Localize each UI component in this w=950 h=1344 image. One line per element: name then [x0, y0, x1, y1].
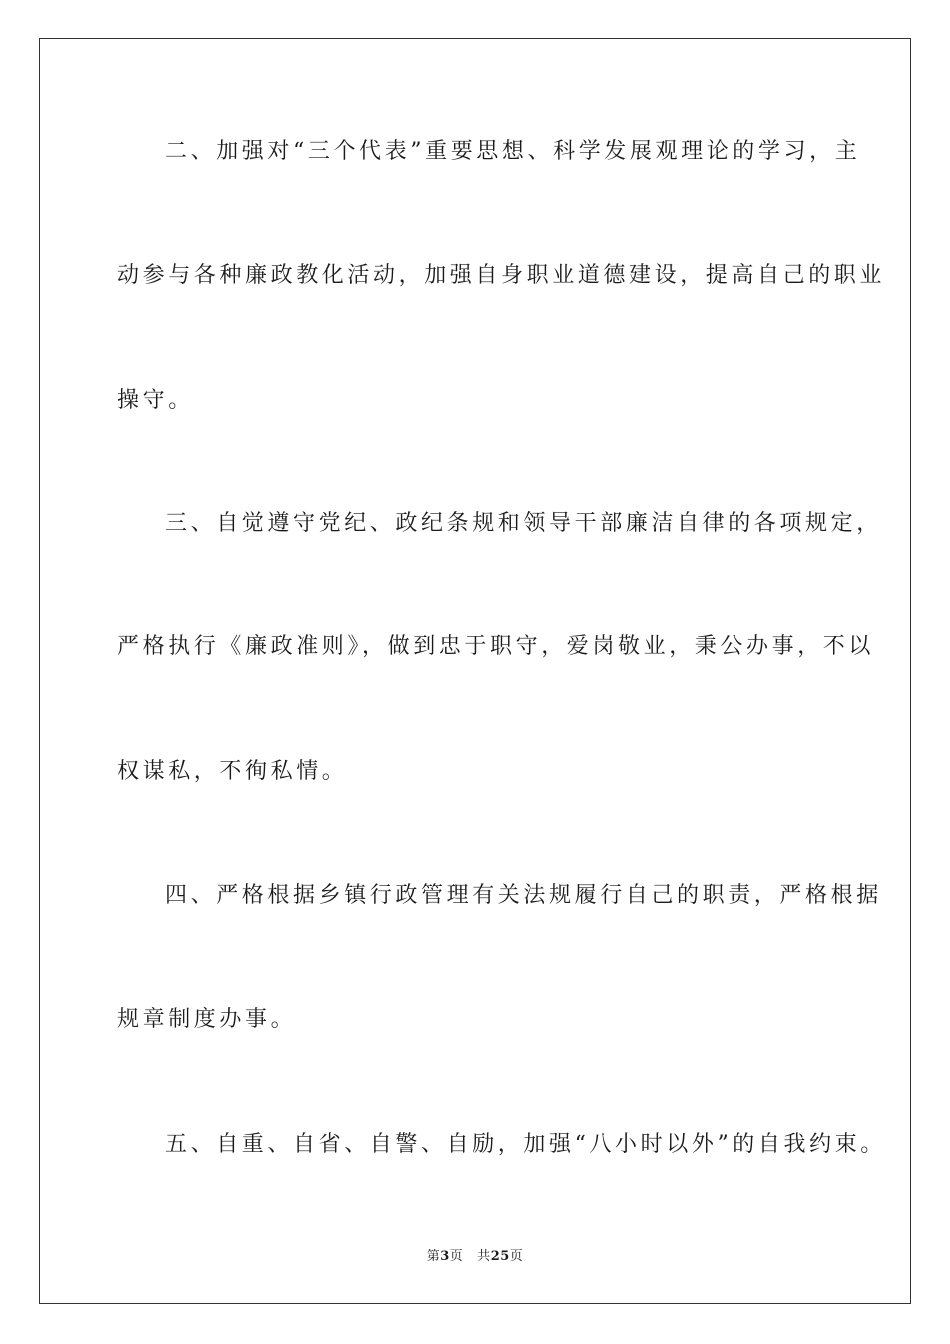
page-number: 3: [440, 1249, 450, 1264]
page-suffix: 页: [449, 1249, 464, 1264]
paragraph-2-line-2: 动参与各种廉政教化活动，加强自身职业道德建设，提高自己的职业: [117, 263, 886, 288]
page-footer: [0, 1249, 950, 1265]
total-suffix: 页: [509, 1249, 524, 1264]
paragraph-4-line-1: 四、严格根据乡镇行政管理有关法规履行自己的职责，严格根据: [165, 883, 882, 908]
page-prefix: 第: [426, 1249, 441, 1264]
paragraph-3-line-2: 严格执行《廉政准则》，做到忠于职守，爱岗敬业，秉公办事，不以: [117, 634, 875, 659]
paragraph-2-line-1: 二、加强对“三个代表”重要思想、科学发展观理论的学习，主: [165, 139, 861, 164]
paragraph-2-line-3: 操守。: [117, 388, 194, 413]
total-prefix: 共: [477, 1249, 491, 1264]
paragraph-5-line-1: 五、自重、自省、自警、自励，加强“八小时以外”的自我约束。: [165, 1132, 886, 1157]
page-border: [39, 38, 911, 1304]
paragraph-3-line-1: 三、自觉遵守党纪、政纪条规和领导干部廉洁自律的各项规定，: [165, 511, 882, 536]
total-pages: 25: [490, 1249, 510, 1264]
paragraph-3-line-3: 权谋私，不徇私情。: [117, 759, 348, 784]
paragraph-4-line-2: 规章制度办事。: [117, 1007, 297, 1032]
